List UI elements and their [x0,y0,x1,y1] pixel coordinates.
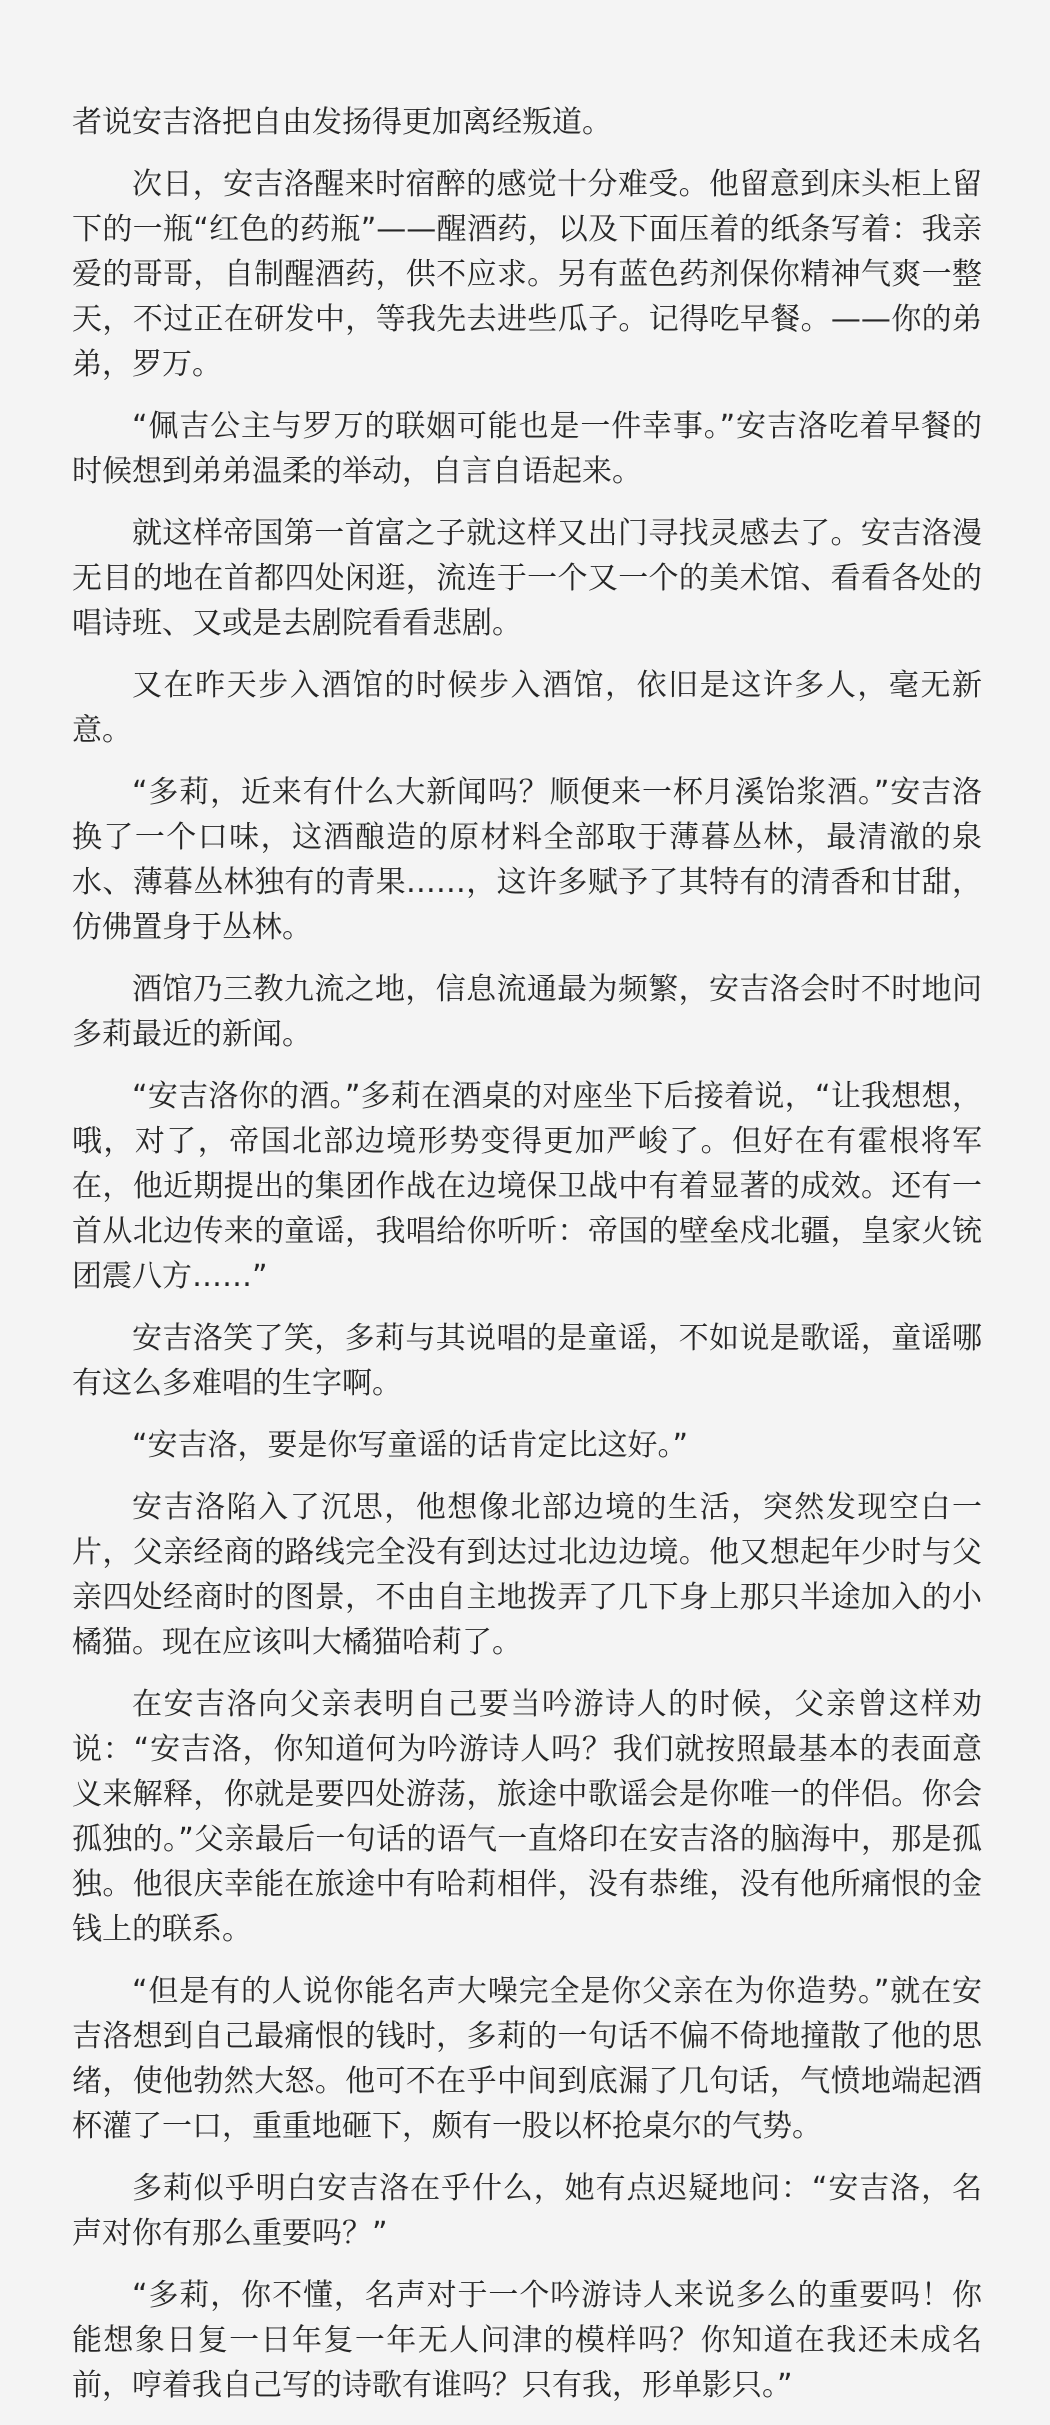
paragraph-15: “多莉，你不懂，名声对于一个吟游诗人来说多么的重要吗！你能想象日复一日年复一年无人问津的模样吗？你知道在我还未成名前，哼着我自己写的诗歌有谁吗？只有我，形单影只。” [72,2278,982,2403]
paragraph-1: 者说安吉洛把自由发扬得更加离经叛道。 [72,105,612,140]
paragraph-14: 多莉似乎明白安吉洛在乎什么，她有点迟疑地问：“安吉洛，名声对你有那么重要吗？” [72,2171,982,2251]
paragraph-8: “安吉洛你的酒。”多莉在酒桌的对座坐下后接着说，“让我想想，哦，对了，帝国北部边境形势变得更加严峻了。但好在有霍根将军在，他近期提出的集团作战在边境保卫战中有着显著的成效。还有一首从北边传来的童谣，我唱给你听听：帝国的壁垒戍北疆，皇家火铳团震八方……” [72,1079,982,1294]
paragraph-2: 次日，安吉洛醒来时宿醉的感觉十分难受。他留意到床头柜上留下的一瓶“红色的药瓶”——醒酒药，以及下面压着的纸条写着：我亲爱的哥哥，自制醒酒药，供不应求。另有蓝色药剂保你精神气爽一整天，不过正在研发中，等我先去进些瓜子。记得吃早餐。——你的弟弟，罗万。 [72,167,982,382]
paragraph-10: “安吉洛，要是你写童谣的话肯定比这好。” [132,1428,689,1463]
paragraph-3: “佩吉公主与罗万的联姻可能也是一件幸事。”安吉洛吃着早餐的时候想到弟弟温柔的举动，自言自语起来。 [72,409,982,489]
chapter-text [72,100,982,2425]
paragraph-11: 安吉洛陷入了沉思，他想像北部边境的生活，突然发现空白一片，父亲经商的路线完全没有到达过北边边境。他又想起年少时与父亲四处经商时的图景，不由自主地拨弄了几下身上那只半途加入的小橘猫。现在应该叫大橘猫哈莉了。 [72,1490,982,1660]
paragraph-5: 又在昨天步入酒馆的时候步入酒馆，依旧是这许多人，毫无新意。 [72,668,982,748]
paragraph-7: 酒馆乃三教九流之地，信息流通最为频繁，安吉洛会时不时地问多莉最近的新闻。 [72,972,982,1052]
paragraph-9: 安吉洛笑了笑，多莉与其说唱的是童谣，不如说是歌谣，童谣哪有这么多难唱的生字啊。 [72,1321,982,1401]
paragraph-13: “但是有的人说你能名声大噪完全是你父亲在为你造势。”就在安吉洛想到自己最痛恨的钱时，多莉的一句话不偏不倚地撞散了他的思绪，使他勃然大怒。他可不在乎中间到底漏了几句话，气愤地端起酒杯灌了一口，重重地砸下，颇有一股以杯抢桌尔的气势。 [72,1974,982,2144]
paragraph-4: 就这样帝国第一首富之子就这样又出门寻找灵感去了。安吉洛漫无目的地在首都四处闲逛，流连于一个又一个的美术馆、看看各处的唱诗班、又或是去剧院看看悲剧。 [72,516,982,641]
paragraph-6: “多莉，近来有什么大新闻吗？顺便来一杯月溪饴浆酒。”安吉洛换了一个口味，这酒酿造的原材料全部取于薄暮丛林，最清澈的泉水、薄暮丛林独有的青果……，这许多赋予了其特有的清香和甘甜，仿佛置身于丛林。 [72,775,982,945]
paragraph-12: 在安吉洛向父亲表明自己要当吟游诗人的时候，父亲曾这样劝说：“安吉洛，你知道何为吟游诗人吗？我们就按照最基本的表面意义来解释，你就是要四处游荡，旅途中歌谣会是你唯一的伴侣。你会孤独的。”父亲最后一句话的语气一直烙印在安吉洛的脑海中，那是孤独。他很庆幸能在旅途中有哈莉相伴，没有恭维，没有他所痛恨的金钱上的联系。 [72,1687,982,1947]
